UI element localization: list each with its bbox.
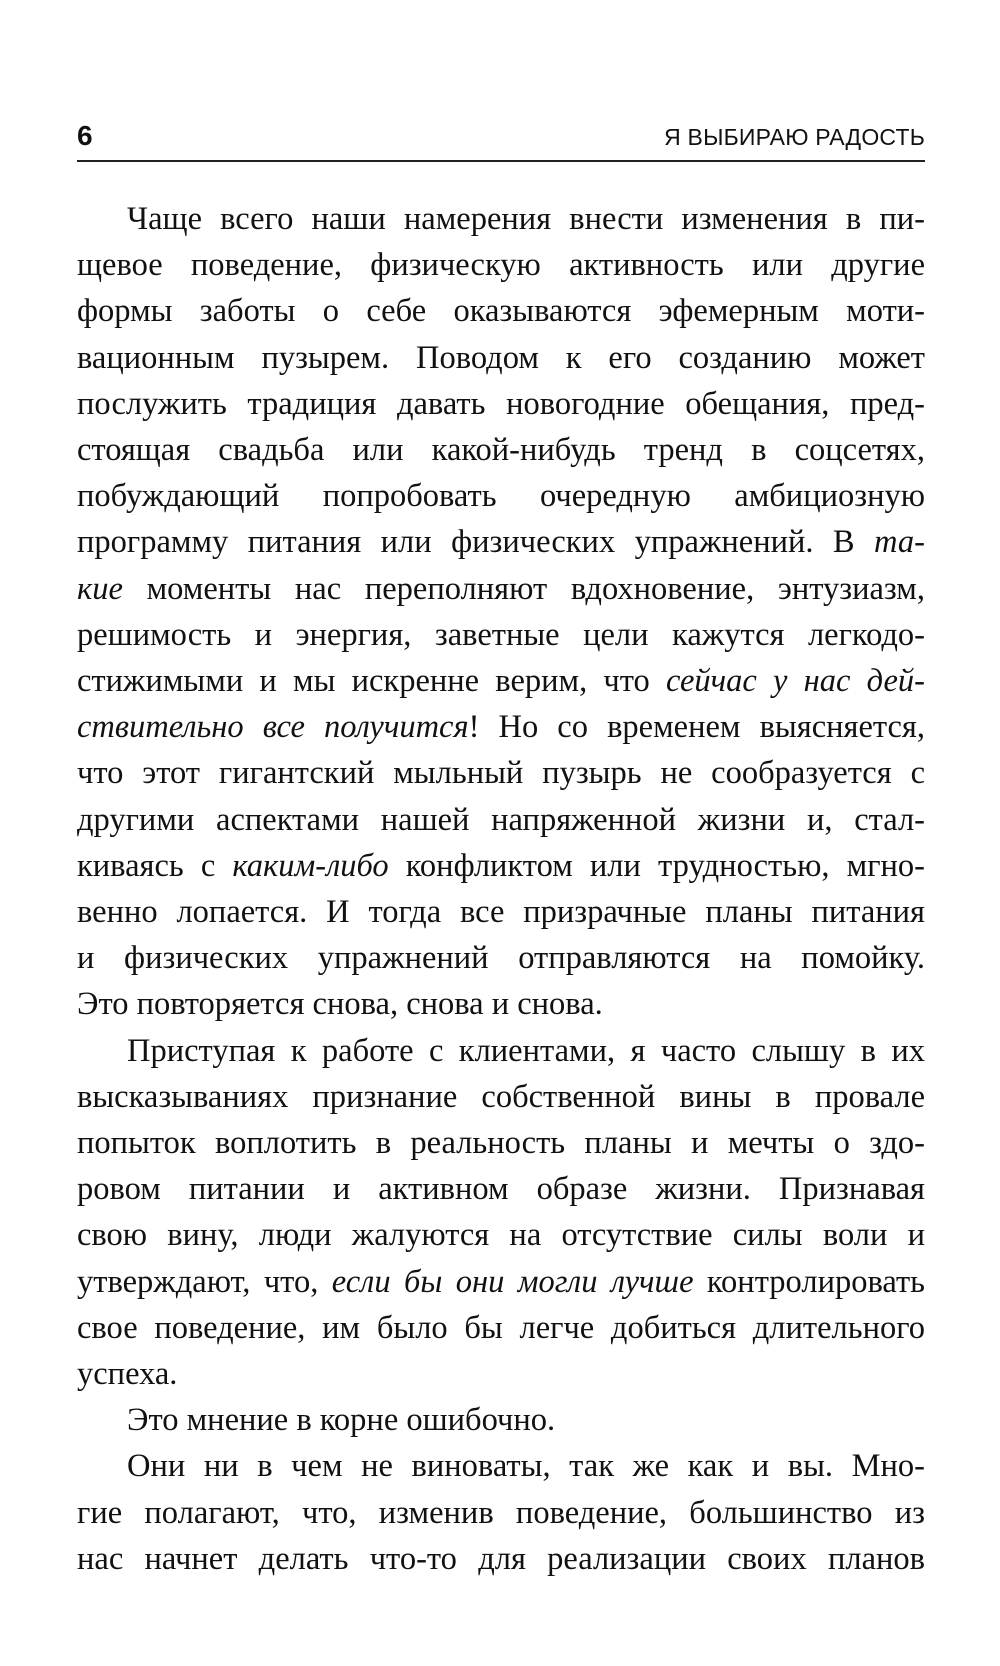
text-line: высказываниях признание собственной вины в провале (77, 1078, 925, 1115)
text-line: Они ни в чем не виноваты, так же как и вы. Мно- (127, 1448, 925, 1485)
text-line: стижимыми и мы искренне верим, что сейчас у нас дей- (77, 663, 925, 700)
paragraph (77, 1443, 925, 1582)
page-number: 6 (77, 120, 93, 151)
body-text (77, 196, 925, 1582)
text-line: кие моменты нас переполняют вдохновение, энтузиазм, (77, 570, 925, 607)
text-line: киваясь с каким-либо конфликтом или трудностью, мгно- (77, 847, 925, 884)
italic-text: кие (77, 570, 123, 607)
book-title: Я ВЫБИРАЮ РАДОСТЬ (664, 124, 925, 150)
text-line: утверждают, что, если бы они могли лучше контролировать (77, 1263, 925, 1300)
italic-text: та- (874, 524, 925, 561)
text-line: что этот гигантский мыльный пузырь не сообразуется с (77, 755, 925, 792)
text-line: и физических упражнений отправляются на помойку. (77, 940, 925, 977)
text-line: свою вину, люди жалуются на отсутствие силы воли и (77, 1217, 925, 1254)
text-line: Чаще всего наши намерения внести изменения в пи- (127, 201, 925, 237)
text-line: гие полагают, что, изменив поведение, большинство из (77, 1494, 925, 1531)
text-line: стоящая свадьба или какой-нибудь тренд в соцсетях, (77, 432, 925, 469)
italic-text: если бы они могли лучше (331, 1263, 694, 1300)
text-line: Это повторяется снова, снова и снова. (77, 986, 603, 1023)
italic-text: ствительно все получится (77, 709, 469, 746)
text-line: ровом питании и активном образе жизни. Признавая (77, 1171, 925, 1208)
text-line: формы заботы о себе оказываются эфемерным моти- (77, 293, 925, 330)
running-head (77, 116, 925, 162)
italic-text: сейчас у нас дей- (665, 663, 925, 700)
text-line: программу питания или физических упражнений. В та- (77, 524, 925, 561)
text-line: венно лопается. И тогда все призрачные планы питания (77, 894, 925, 931)
text-line: нас начнет делать что-то для реализации своих планов (77, 1540, 925, 1577)
italic-text: каким-либо (232, 847, 389, 884)
text-line: попыток воплотить в реальность планы и мечты о здо- (77, 1125, 925, 1162)
text-line: другими аспектами нашей напряженной жизни и, стал- (77, 801, 925, 838)
paragraph (77, 196, 925, 1028)
paragraph (77, 1397, 925, 1443)
text-line: побуждающий попробовать очередную амбициозную (77, 478, 925, 515)
text-line: свое поведение, им было бы легче добиться длительного (77, 1309, 925, 1346)
text-line: Приступая к работе с клиентами, я часто слышу в их (127, 1032, 925, 1069)
text-line: решимость и энергия, заветные цели кажутся легкодо- (77, 616, 925, 653)
text-line: Это мнение в корне ошибочно. (127, 1402, 556, 1439)
text-line: успеха. (77, 1356, 178, 1393)
text-line: щевое поведение, физическую активность или другие (77, 247, 925, 284)
text-line: ствительно все получится! Но со временем выясняется, (77, 709, 925, 746)
text-line: послужить традиция давать новогодние обещания, пред- (77, 385, 925, 422)
paragraph (77, 1028, 925, 1398)
text-line: вационным пузырем. Поводом к его созданию может (77, 339, 925, 376)
